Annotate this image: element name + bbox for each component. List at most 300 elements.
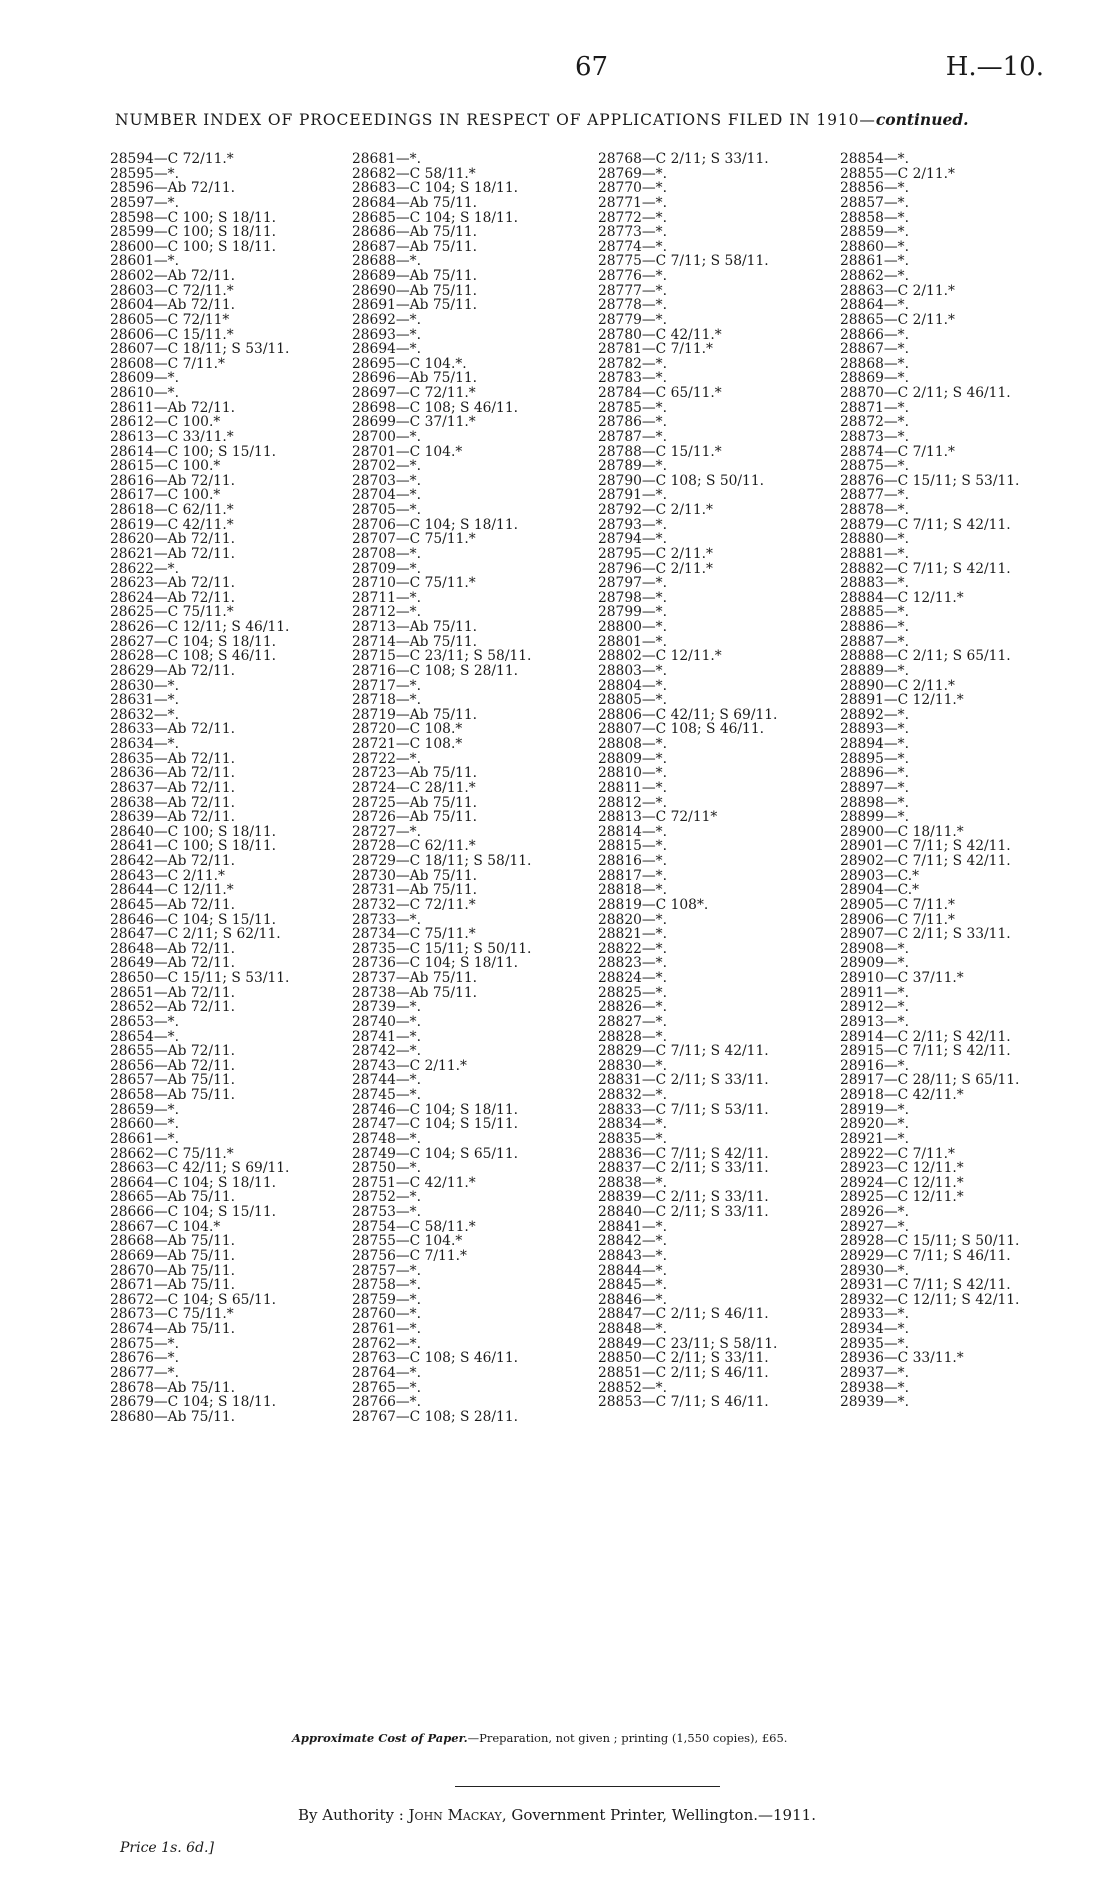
index-entry: 28794—*. — [598, 531, 667, 548]
index-entry: 28898—*. — [840, 794, 909, 811]
index-entry: 28646—C 104; S 15/11. — [110, 911, 276, 928]
index-entry: 28612—C 100.* — [110, 414, 221, 431]
index-entry: 28713—Ab 75/11. — [352, 619, 478, 635]
index-entry: 28610—*. — [110, 385, 179, 401]
index-entry: 28716—C 108; S 28/11. — [352, 662, 518, 679]
index-entry: 28683—C 104; S 18/11. — [352, 180, 518, 197]
index-entry: 28845—*. — [598, 1277, 667, 1294]
index-entry: 28920—*. — [840, 1116, 909, 1133]
index-entry: 28861—*. — [840, 253, 909, 270]
index-entry: 28623—Ab 72/11. — [110, 575, 236, 592]
index-entry: 28780—C 42/11.* — [598, 326, 722, 343]
index-entry: 28658—Ab 75/11. — [110, 1087, 236, 1103]
index-entry: 28793—*. — [598, 516, 667, 533]
index-entry: 28828—*. — [598, 1028, 667, 1045]
index-entry: 28594—C 72/11.* — [110, 151, 234, 167]
index-entry: 28702—*. — [352, 458, 421, 475]
index-entry: 28918—C 42/11.* — [840, 1087, 964, 1103]
index-entry: 28660—*. — [110, 1116, 179, 1133]
title-main: NUMBER INDEX OF PROCEEDINGS IN RESPECT OF APPLICATIONS FILED IN 1910— — [115, 111, 876, 129]
index-entry: 28869—*. — [840, 370, 909, 387]
index-entry: 28726—Ab 75/11. — [352, 809, 478, 826]
index-entry: 28844—*. — [598, 1262, 667, 1279]
index-entry: 28895—*. — [840, 750, 909, 767]
index-entry: 28857—*. — [840, 194, 909, 211]
index-entry: 28649—Ab 72/11. — [110, 955, 236, 972]
index-entry: 28815—*. — [598, 838, 667, 855]
index-entry: 28785—*. — [598, 399, 667, 416]
index-entry: 28745—*. — [352, 1087, 421, 1103]
index-entry: 28825—*. — [598, 984, 667, 1001]
index-entry: 28768—C 2/11; S 33/11. — [598, 151, 769, 167]
index-entry: 28659—*. — [110, 1101, 179, 1118]
index-entry: 28679—C 104; S 18/11. — [110, 1394, 276, 1411]
index-entry: 28737—Ab 75/11. — [352, 970, 478, 986]
index-entry: 28934—*. — [840, 1321, 909, 1337]
index-entry: 28684—Ab 75/11. — [352, 194, 478, 211]
index-entry: 28890—C 2/11.* — [840, 677, 955, 694]
cost-note — [292, 1731, 787, 1745]
index-entry: 28800—*. — [598, 619, 667, 635]
index-entry: 28735—C 15/11; S 50/11. — [352, 940, 532, 957]
index-entry: 28840—C 2/11; S 33/11. — [598, 1204, 769, 1220]
index-entry: 28912—*. — [840, 999, 909, 1016]
index-entry: 28595—*. — [110, 165, 179, 182]
index-entry: 28705—*. — [352, 502, 421, 518]
index-entry: 28916—*. — [840, 1057, 909, 1074]
index-entry: 28752—*. — [352, 1189, 421, 1206]
index-entry: 28804—*. — [598, 677, 667, 694]
price: Price 1s. 6d.] — [120, 1840, 214, 1856]
index-entry: 28692—*. — [352, 311, 421, 328]
index-entry: 28609—*. — [110, 370, 179, 387]
index-entry: 28803—*. — [598, 662, 667, 679]
index-entry: 28832—*. — [598, 1087, 667, 1103]
index-entry: 28833—C 7/11; S 53/11. — [598, 1101, 769, 1118]
index-entry: 28622—*. — [110, 560, 179, 577]
index-entry: 28675—*. — [110, 1335, 179, 1352]
index-entry: 28693—*. — [352, 326, 421, 343]
index-entry: 28680—Ab 75/11. — [110, 1408, 236, 1425]
index-entry: 28771—*. — [598, 194, 667, 211]
index-entry: 28847—C 2/11; S 46/11. — [598, 1306, 769, 1323]
index-entry: 28723—Ab 75/11. — [352, 765, 478, 782]
index-entry: 28783—*. — [598, 370, 667, 387]
index-entry: 28826—*. — [598, 999, 667, 1016]
index-entry: 28769—*. — [598, 165, 667, 182]
index-entry: 28866—*. — [840, 326, 909, 343]
index-entry: 28625—C 75/11.* — [110, 604, 234, 621]
index-entry: 28603—C 72/11.* — [110, 282, 234, 299]
index-entry: 28829—C 7/11; S 42/11. — [598, 1043, 769, 1060]
index-entry: 28667—C 104.* — [110, 1218, 221, 1235]
index-entry: 28721—C 108.* — [352, 736, 463, 752]
index-entry: 28809—*. — [598, 750, 667, 767]
index-entry: 28719—Ab 75/11. — [352, 706, 478, 723]
index-column-2 — [352, 152, 597, 1424]
index-entry: 28897—*. — [840, 779, 909, 796]
index-entry: 28685—C 104; S 18/11. — [352, 209, 518, 226]
index-entry: 28933—*. — [840, 1306, 909, 1323]
index-entry: 28733—*. — [352, 911, 421, 928]
index-entry: 28749—C 104; S 65/11. — [352, 1145, 518, 1162]
index-entry: 28608—C 7/11.* — [110, 355, 225, 372]
index-entry: 28631—*. — [110, 692, 179, 709]
index-entry: 28709—*. — [352, 560, 421, 577]
index-entry: 28814—*. — [598, 823, 667, 840]
index-entry: 28720—C 108.* — [352, 721, 463, 738]
index-entry: 28791—*. — [598, 487, 667, 504]
index-entry: 28790—C 108; S 50/11. — [598, 472, 764, 489]
index-entry: 28894—*. — [840, 736, 909, 752]
index-entry: 28853—C 7/11; S 46/11. — [598, 1394, 769, 1411]
index-entry: 28607—C 18/11; S 53/11. — [110, 341, 290, 358]
index-entry: 28686—Ab 75/11. — [352, 224, 478, 241]
index-entry: 28605—C 72/11* — [110, 311, 230, 328]
index-entry: 28729—C 18/11; S 58/11. — [352, 853, 532, 869]
index-entry: 28821—*. — [598, 926, 667, 943]
index-entry: 28795—C 2/11.* — [598, 545, 713, 562]
index-entry: 28822—*. — [598, 940, 667, 957]
index-entry: 28633—Ab 72/11. — [110, 721, 236, 738]
index-entry: 28776—*. — [598, 268, 667, 284]
index-entry: 28727—*. — [352, 823, 421, 840]
index-entry: 28655—Ab 72/11. — [110, 1043, 236, 1060]
index-entry: 28883—*. — [840, 575, 909, 592]
index-entry: 28643—C 2/11.* — [110, 867, 225, 884]
index-entry: 28636—Ab 72/11. — [110, 765, 236, 782]
index-entry: 28875—*. — [840, 458, 909, 475]
index-entry: 28755—C 104.* — [352, 1233, 463, 1250]
index-entry: 28606—C 15/11.* — [110, 326, 234, 343]
index-entry: 28654—*. — [110, 1028, 179, 1045]
index-entry: 28614—C 100; S 15/11. — [110, 443, 276, 460]
index-entry: 28747—C 104; S 15/11. — [352, 1116, 518, 1133]
index-entry: 28634—*. — [110, 736, 179, 752]
index-entry: 28788—C 15/11.* — [598, 443, 722, 460]
index-entry: 28599—C 100; S 18/11. — [110, 224, 276, 241]
index-entry: 28600—C 100; S 18/11. — [110, 238, 276, 255]
index-entry: 28907—C 2/11; S 33/11. — [840, 926, 1011, 943]
index-entry: 28782—*. — [598, 355, 667, 372]
index-entry: 28787—*. — [598, 428, 667, 445]
index-entry: 28611—Ab 72/11. — [110, 399, 236, 416]
index-entry: 28879—C 7/11; S 42/11. — [840, 516, 1011, 533]
index-entry: 28835—*. — [598, 1130, 667, 1147]
index-column-1 — [110, 152, 355, 1424]
index-entry: 28889—*. — [840, 662, 909, 679]
index-entry: 28905—C 7/11.* — [840, 896, 955, 913]
index-entry: 28928—C 15/11; S 50/11. — [840, 1233, 1020, 1250]
index-entry: 28701—C 104.* — [352, 443, 463, 460]
index-entry: 28880—*. — [840, 531, 909, 548]
index-entry: 28663—C 42/11; S 69/11. — [110, 1160, 290, 1177]
index-entry: 28781—C 7/11.* — [598, 341, 713, 358]
index-entry: 28753—*. — [352, 1204, 421, 1220]
index-entry: 28757—*. — [352, 1262, 421, 1279]
index-entry: 28882—C 7/11; S 42/11. — [840, 560, 1011, 577]
index-entry: 28881—*. — [840, 545, 909, 562]
index-entry: 28926—*. — [840, 1204, 909, 1220]
index-entry: 28839—C 2/11; S 33/11. — [598, 1189, 769, 1206]
index-entry: 28647—C 2/11; S 62/11. — [110, 926, 281, 943]
index-entry: 28900—C 18/11.* — [840, 823, 964, 840]
index-entry: 28668—Ab 75/11. — [110, 1233, 236, 1250]
index-entry: 28921—*. — [840, 1130, 909, 1147]
index-entry: 28927—*. — [840, 1218, 909, 1235]
index-entry: 28772—*. — [598, 209, 667, 226]
index-entry: 28902—C 7/11; S 42/11. — [840, 853, 1011, 869]
index-entry: 28923—C 12/11.* — [840, 1160, 964, 1177]
index-entry: 28858—*. — [840, 209, 909, 226]
index-entry: 28670—Ab 75/11. — [110, 1262, 236, 1279]
index-entry: 28656—Ab 72/11. — [110, 1057, 236, 1074]
index-entry: 28863—C 2/11.* — [840, 282, 955, 299]
index-entry: 28777—*. — [598, 282, 667, 299]
index-entry: 28887—*. — [840, 633, 909, 650]
index-entry: 28911—*. — [840, 984, 909, 1001]
index-entry: 28810—*. — [598, 765, 667, 782]
index-entry: 28718—*. — [352, 692, 421, 709]
index-entry: 28850—C 2/11; S 33/11. — [598, 1350, 769, 1367]
index-entry: 28651—Ab 72/11. — [110, 984, 236, 1001]
index-entry: 28722—*. — [352, 750, 421, 767]
index-entry: 28784—C 65/11.* — [598, 385, 722, 401]
index-entry: 28632—*. — [110, 706, 179, 723]
index-entry: 28936—C 33/11.* — [840, 1350, 964, 1367]
index-entry: 28813—C 72/11* — [598, 809, 718, 826]
index-entry: 28690—Ab 75/11. — [352, 282, 478, 299]
authority-prefix: By Authority : — [298, 1806, 409, 1824]
index-entry: 28730—Ab 75/11. — [352, 867, 478, 884]
index-entry: 28714—Ab 75/11. — [352, 633, 478, 650]
index-entry: 28615—C 100.* — [110, 458, 221, 475]
index-entry: 28878—*. — [840, 502, 909, 518]
index-entry: 28743—C 2/11.* — [352, 1057, 467, 1074]
index-entry: 28699—C 37/11.* — [352, 414, 476, 431]
index-entry: 28734—C 75/11.* — [352, 926, 476, 943]
index-entry: 28939—*. — [840, 1394, 909, 1411]
index-entry: 28824—*. — [598, 970, 667, 986]
index-entry: 28666—C 104; S 15/11. — [110, 1204, 276, 1220]
index-entry: 28639—Ab 72/11. — [110, 809, 236, 826]
index-entry: 28855—C 2/11.* — [840, 165, 955, 182]
index-entry: 28602—Ab 72/11. — [110, 268, 236, 284]
index-entry: 28665—Ab 75/11. — [110, 1189, 236, 1206]
index-entry: 28852—*. — [598, 1379, 667, 1396]
index-entry: 28677—*. — [110, 1364, 179, 1381]
index-entry: 28706—C 104; S 18/11. — [352, 516, 518, 533]
index-entry: 28914—C 2/11; S 42/11. — [840, 1028, 1011, 1045]
index-entry: 28597—*. — [110, 194, 179, 211]
index-entry: 28909—*. — [840, 955, 909, 972]
index-entry: 28762—*. — [352, 1335, 421, 1352]
index-entry: 28932—C 12/11; S 42/11. — [840, 1291, 1020, 1308]
index-entry: 28860—*. — [840, 238, 909, 255]
index-entry: 28687—Ab 75/11. — [352, 238, 478, 255]
index-entry: 28619—C 42/11.* — [110, 516, 234, 533]
index-entry: 28698—C 108; S 46/11. — [352, 399, 518, 416]
index-entry: 28604—Ab 72/11. — [110, 297, 236, 314]
index-columns — [110, 152, 1070, 1692]
index-entry: 28711—*. — [352, 589, 421, 606]
index-entry: 28775—C 7/11; S 58/11. — [598, 253, 769, 270]
index-entry: 28744—*. — [352, 1072, 421, 1089]
index-entry: 28930—*. — [840, 1262, 909, 1279]
index-entry: 28688—*. — [352, 253, 421, 270]
index-entry: 28664—C 104; S 18/11. — [110, 1174, 276, 1191]
index-entry: 28715—C 23/11; S 58/11. — [352, 648, 532, 665]
index-entry: 28819—C 108*. — [598, 896, 709, 913]
index-entry: 28859—*. — [840, 224, 909, 241]
index-entry: 28929—C 7/11; S 46/11. — [840, 1247, 1011, 1264]
index-entry: 28798—*. — [598, 589, 667, 606]
index-entry: 28760—*. — [352, 1306, 421, 1323]
index-entry: 28626—C 12/11; S 46/11. — [110, 619, 290, 635]
index-entry: 28738—Ab 75/11. — [352, 984, 478, 1001]
index-entry: 28662—C 75/11.* — [110, 1145, 234, 1162]
index-entry: 28635—Ab 72/11. — [110, 750, 236, 767]
index-entry: 28838—*. — [598, 1174, 667, 1191]
index-entry: 28621—Ab 72/11. — [110, 545, 236, 562]
index-entry: 28871—*. — [840, 399, 909, 416]
index-entry: 28873—*. — [840, 428, 909, 445]
index-entry: 28892—*. — [840, 706, 909, 723]
index-entry: 28836—C 7/11; S 42/11. — [598, 1145, 769, 1162]
index-entry: 28758—*. — [352, 1277, 421, 1294]
index-entry: 28903—C.* — [840, 867, 920, 884]
index-entry: 28806—C 42/11; S 69/11. — [598, 706, 778, 723]
index-entry: 28657—Ab 75/11. — [110, 1072, 236, 1089]
index-entry: 28896—*. — [840, 765, 909, 782]
index-entry: 28617—C 100.* — [110, 487, 221, 504]
index-entry: 28620—Ab 72/11. — [110, 531, 236, 548]
index-entry: 28681—*. — [352, 151, 421, 167]
index-entry: 28641—C 100; S 18/11. — [110, 838, 276, 855]
index-entry: 28906—C 7/11.* — [840, 911, 955, 928]
index-entry: 28696—Ab 75/11. — [352, 370, 478, 387]
index-entry: 28899—*. — [840, 809, 909, 826]
index-entry: 28917—C 28/11; S 65/11. — [840, 1072, 1020, 1089]
index-entry: 28717—*. — [352, 677, 421, 694]
index-entry: 28774—*. — [598, 238, 667, 255]
printer-authority — [298, 1806, 816, 1824]
index-entry: 28695—C 104.*. — [352, 355, 467, 372]
index-entry: 28812—*. — [598, 794, 667, 811]
cost-label: Approximate Cost of Paper. — [292, 1731, 468, 1745]
index-entry: 28830—*. — [598, 1057, 667, 1074]
index-entry: 28805—*. — [598, 692, 667, 709]
index-entry: 28846—*. — [598, 1291, 667, 1308]
index-entry: 28767—C 108; S 28/11. — [352, 1408, 518, 1425]
index-entry: 28872—*. — [840, 414, 909, 431]
index-entry: 28864—*. — [840, 297, 909, 314]
index-entry: 28816—*. — [598, 853, 667, 869]
index-entry: 28628—C 108; S 46/11. — [110, 648, 276, 665]
index-entry: 28915—C 7/11; S 42/11. — [840, 1043, 1011, 1060]
index-entry: 28799—*. — [598, 604, 667, 621]
index-entry: 28645—Ab 72/11. — [110, 896, 236, 913]
index-entry: 28938—*. — [840, 1379, 909, 1396]
authority-name: John Mackay — [408, 1806, 502, 1824]
index-entry: 28841—*. — [598, 1218, 667, 1235]
index-entry: 28765—*. — [352, 1379, 421, 1396]
index-entry: 28770—*. — [598, 180, 667, 197]
index-entry: 28712—*. — [352, 604, 421, 621]
index-entry: 28851—C 2/11; S 46/11. — [598, 1364, 769, 1381]
index-entry: 28893—*. — [840, 721, 909, 738]
index-entry: 28856—*. — [840, 180, 909, 197]
index-entry: 28773—*. — [598, 224, 667, 241]
index-entry: 28817—*. — [598, 867, 667, 884]
index-entry: 28807—C 108; S 46/11. — [598, 721, 764, 738]
index-entry: 28876—C 15/11; S 53/11. — [840, 472, 1020, 489]
index-entry: 28652—Ab 72/11. — [110, 999, 236, 1016]
index-entry: 28613—C 33/11.* — [110, 428, 234, 445]
authority-suffix: , Government Printer, Wellington.—1911. — [501, 1806, 816, 1824]
index-entry: 28682—C 58/11.* — [352, 165, 476, 182]
index-entry: 28820—*. — [598, 911, 667, 928]
index-entry: 28761—*. — [352, 1321, 421, 1337]
index-entry: 28764—*. — [352, 1364, 421, 1381]
index-entry: 28638—Ab 72/11. — [110, 794, 236, 811]
index-entry: 28891—C 12/11.* — [840, 692, 964, 709]
index-entry: 28689—Ab 75/11. — [352, 268, 478, 284]
index-entry: 28937—*. — [840, 1364, 909, 1381]
index-entry: 28837—C 2/11; S 33/11. — [598, 1160, 769, 1177]
index-entry: 28710—C 75/11.* — [352, 575, 476, 592]
index-entry: 28627—C 104; S 18/11. — [110, 633, 276, 650]
index-entry: 28834—*. — [598, 1116, 667, 1133]
index-entry: 28741—*. — [352, 1028, 421, 1045]
index-entry: 28742—*. — [352, 1043, 421, 1060]
index-entry: 28725—Ab 75/11. — [352, 794, 478, 811]
index-entry: 28756—C 7/11.* — [352, 1247, 467, 1264]
index-entry: 28842—*. — [598, 1233, 667, 1250]
index-entry: 28885—*. — [840, 604, 909, 621]
index-entry: 28922—C 7/11.* — [840, 1145, 955, 1162]
document-code: H.—10. — [945, 52, 1044, 82]
index-entry: 28601—*. — [110, 253, 179, 270]
index-entry: 28672—C 104; S 65/11. — [110, 1291, 276, 1308]
index-entry: 28618—C 62/11.* — [110, 502, 234, 518]
index-entry: 28870—C 2/11; S 46/11. — [840, 385, 1011, 401]
index-entry: 28724—C 28/11.* — [352, 779, 476, 796]
page-title — [115, 110, 1055, 129]
index-entry: 28935—*. — [840, 1335, 909, 1352]
index-entry: 28732—C 72/11.* — [352, 896, 476, 913]
index-entry: 28796—C 2/11.* — [598, 560, 713, 577]
index-entry: 28823—*. — [598, 955, 667, 972]
index-entry: 28739—*. — [352, 999, 421, 1016]
index-entry: 28862—*. — [840, 268, 909, 284]
index-entry: 28763—C 108; S 46/11. — [352, 1350, 518, 1367]
index-entry: 28694—*. — [352, 341, 421, 358]
index-entry: 28789—*. — [598, 458, 667, 475]
index-entry: 28888—C 2/11; S 65/11. — [840, 648, 1011, 665]
index-entry: 28759—*. — [352, 1291, 421, 1308]
index-entry: 28831—C 2/11; S 33/11. — [598, 1072, 769, 1089]
index-entry: 28707—C 75/11.* — [352, 531, 476, 548]
index-entry: 28849—C 23/11; S 58/11. — [598, 1335, 778, 1352]
index-entry: 28674—Ab 75/11. — [110, 1321, 236, 1337]
index-entry: 28877—*. — [840, 487, 909, 504]
index-entry: 28644—C 12/11.* — [110, 882, 234, 899]
index-entry: 28671—Ab 75/11. — [110, 1277, 236, 1294]
index-entry: 28640—C 100; S 18/11. — [110, 823, 276, 840]
index-entry: 28802—C 12/11.* — [598, 648, 722, 665]
index-entry: 28653—*. — [110, 1013, 179, 1030]
